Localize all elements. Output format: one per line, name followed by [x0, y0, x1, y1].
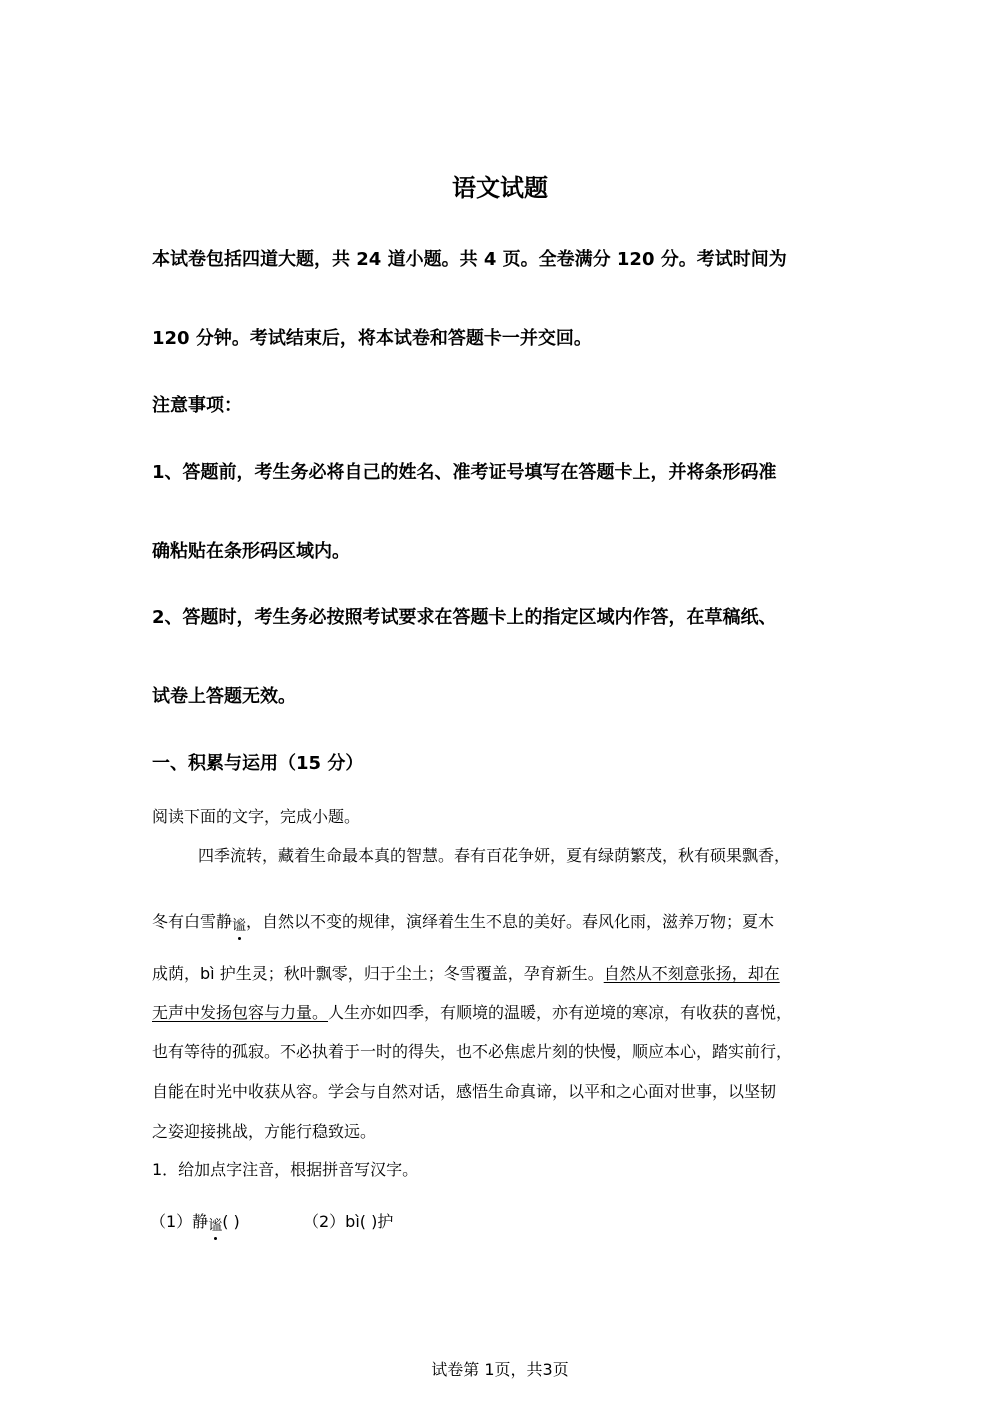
passage-line-7: 之姿迎接挑战，方能行稳致远。	[152, 1122, 377, 1141]
question-1-part-2: （2）bì( )护	[303, 1212, 394, 1231]
passage-line-5: 也有等待的孤寂。不必执着于一时的得失，也不必焦虑片刻的快慢，顺应本心，踏实前行，	[152, 1042, 793, 1061]
dotted-character: 谧	[232, 918, 247, 934]
passage-line-4-plain: 人生亦如四季，有顺境的温暖，亦有逆境的寒凉，有收获的喜悦，	[328, 1003, 793, 1022]
question-1-part-1	[150, 1209, 240, 1232]
section-1-heading: 一、积累与运用（15 分）	[152, 753, 364, 774]
underlined-sentence-part-2: 无声中发扬包容与力量。	[152, 1003, 329, 1022]
passage-line-2-before: 冬有白雪静	[152, 912, 233, 931]
passage-line-6: 自能在时光中收获从容。学会与自然对话，感悟生命真谛，以平和之心面对世事，以坚韧	[152, 1082, 777, 1101]
question-1-part-1-label: （1）静	[150, 1212, 209, 1231]
passage-line-2-after: ，自然以不变的规律，演绎着生生不息的美好。春风化雨，滋养万物；夏木	[246, 912, 775, 931]
passage-line-4	[152, 1000, 792, 1023]
notice-item-1-line-2: 确粘贴在条形码区域内。	[152, 541, 350, 562]
passage-line-3	[152, 961, 780, 984]
question-1-dotted-character: 谧	[208, 1218, 223, 1234]
notice-item-2-line-1: 2、答题时，考生务必按照考试要求在答题卡上的指定区域内作答，在草稿纸、	[152, 607, 777, 628]
question-1-stem: 1．给加点字注音，根据拼音写汉字。	[152, 1160, 419, 1179]
section-1-instruction: 阅读下面的文字，完成小题。	[152, 807, 361, 826]
passage-line-1: 四季流转，藏着生命最本真的智慧。春有百花争妍，夏有绿荫繁茂，秋有硕果飘香，	[198, 846, 791, 865]
page-title: 语文试题	[452, 174, 548, 202]
notice-heading: 注意事项：	[152, 395, 242, 416]
intro-line-1: 本试卷包括四道大题，共 24 道小题。共 4 页。全卷满分 120 分。考试时间为	[152, 249, 787, 270]
notice-item-1-line-1: 1、答题前，考生务必将自己的姓名、准考证号填写在答题卡上，并将条形码准	[152, 462, 777, 483]
question-1-part-1-blank: ( )	[222, 1212, 240, 1231]
intro-line-2: 120 分钟。考试结束后，将本试卷和答题卡一并交回。	[152, 328, 592, 349]
passage-line-3-plain: 成荫，bì 护生灵；秋叶飘零，归于尘土；冬雪覆盖，孕育新生。	[152, 964, 604, 983]
page-footer: 试卷第 1页，共3页	[431, 1360, 569, 1379]
underlined-sentence-part-1: 自然从不刻意张扬，却在	[603, 964, 780, 983]
passage-line-2	[152, 909, 774, 932]
notice-item-2-line-2: 试卷上答题无效。	[152, 686, 296, 707]
